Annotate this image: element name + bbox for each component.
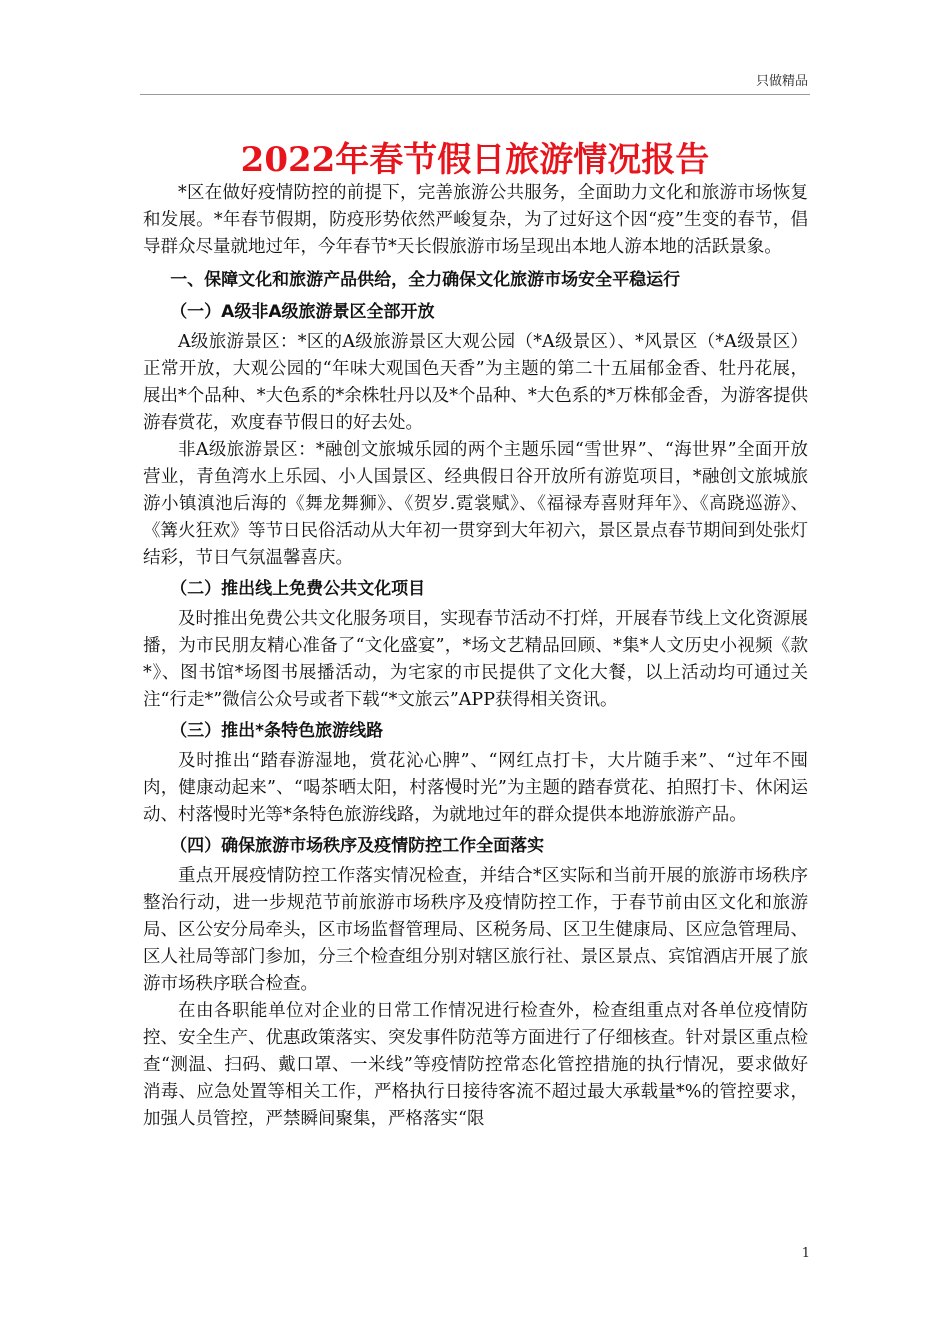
page-number: 1	[801, 1246, 810, 1261]
subsection-4-paragraph-2: 在由各职能单位对企业的日常工作情况进行检查外，检查组重点对各单位疫情防控、安全生产、优惠政策落实、突发事件防范等方面进行了仔细核查。针对景区重点检查“测温、扫码、戴口罩、一米线”等疫情防控常态化管控措施的执行情况，要求做好消毒、应急处置等相关工作，严格执行日接待客流不超过最大承载量*%的管控要求，加强人员管控，严禁瞬间聚集，严格落实“限	[143, 1001, 808, 1129]
subsection-2-heading: （二）推出线上免费公共文化项目	[170, 579, 426, 599]
subsection-4-heading: （四）确保旅游市场秩序及疫情防控工作全面落实	[170, 836, 545, 856]
subsection-2-paragraph-1: 及时推出免费公共文化服务项目，实现春节活动不打烊，开展春节线上文化资源展播，为市民朋友精心准备了“文化盛宴”，*场文艺精品回顾、*集*人文历史小视频《款*》、图书馆*场图书展播活动，为宅家的市民提供了文化大餐，以上活动均可通过关注“行走*”微信公众号或者下载“*文旅云”APP获得相关资讯。	[143, 609, 808, 710]
subsection-1-paragraph-2: 非A级旅游景区：*融创文旅城乐园的两个主题乐园“雪世界”、“海世界”全面开放营业，青鱼湾水上乐园、小人国景区、经典假日谷开放所有游览项目，*融创文旅城旅游小镇滇池后海的《舞龙舞狮》、《贺岁.霓裳赋》、《福禄寿喜财拜年》、《高跷巡游》、《篝火狂欢》等节日民俗活动从大年初一贯穿到大年初六，景区景点春节期间到处张灯结彩，节日气氛温馨喜庆。	[143, 440, 808, 568]
subsection-3-heading: （三）推出*条特色旅游线路	[170, 721, 384, 741]
document-body	[143, 180, 808, 1133]
subsection-1-paragraph-1: A级旅游景区：*区的A级旅游景区大观公园（*A级景区）、*风景区（*A级景区）正常开放，大观公园的“年味大观国色天香”为主题的第二十五届郁金香、牡丹花展，展出*个品种、*大色系的*余株牡丹以及*个品种、*大色系的*万株郁金香，为游客提供游春赏花，欢度春节假日的好去处。	[143, 332, 808, 433]
subsection-4-paragraph-1: 重点开展疫情防控工作落实情况检查，并结合*区实际和当前开展的旅游市场秩序整治行动，进一步规范节前旅游市场秩序及疫情防控工作，于春节前由区文化和旅游局、区公安分局牵头，区市场监督管理局、区税务局、区卫生健康局、区应急管理局、区人社局等部门参加，分三个检查组分别对辖区旅行社、景区景点、宾馆酒店开展了旅游市场秩序联合检查。	[143, 866, 808, 994]
subsection-1-heading: （一）A级非A级旅游景区全部开放	[170, 302, 435, 322]
header-divider	[140, 94, 810, 95]
document-title: 2022年春节假日旅游情况报告	[240, 140, 710, 180]
intro-paragraph: *区在做好疫情防控的前提下，完善旅游公共服务，全面助力文化和旅游市场恢复和发展。*年春节假期，防疫形势依然严峻复杂，为了过好这个因“疫”生变的春节，倡导群众尽量就地过年，今年春节*天长假旅游市场呈现出本地人游本地的活跃景象。	[143, 183, 808, 257]
section-1-heading: 一、保障文化和旅游产品供给，全力确保文化旅游市场安全平稳运行	[170, 270, 681, 290]
header-mark: 只做精品	[755, 74, 808, 89]
subsection-3-paragraph-1: 及时推出“踏春游湿地，赏花沁心脾”、“网红点打卡，大片随手来”、“过年不囤肉，健康动起来”、“喝茶晒太阳，村落慢时光”为主题的踏春赏花、拍照打卡、休闲运动、村落慢时光等*条特色旅游线路，为就地过年的群众提供本地游旅游产品。	[143, 751, 808, 825]
